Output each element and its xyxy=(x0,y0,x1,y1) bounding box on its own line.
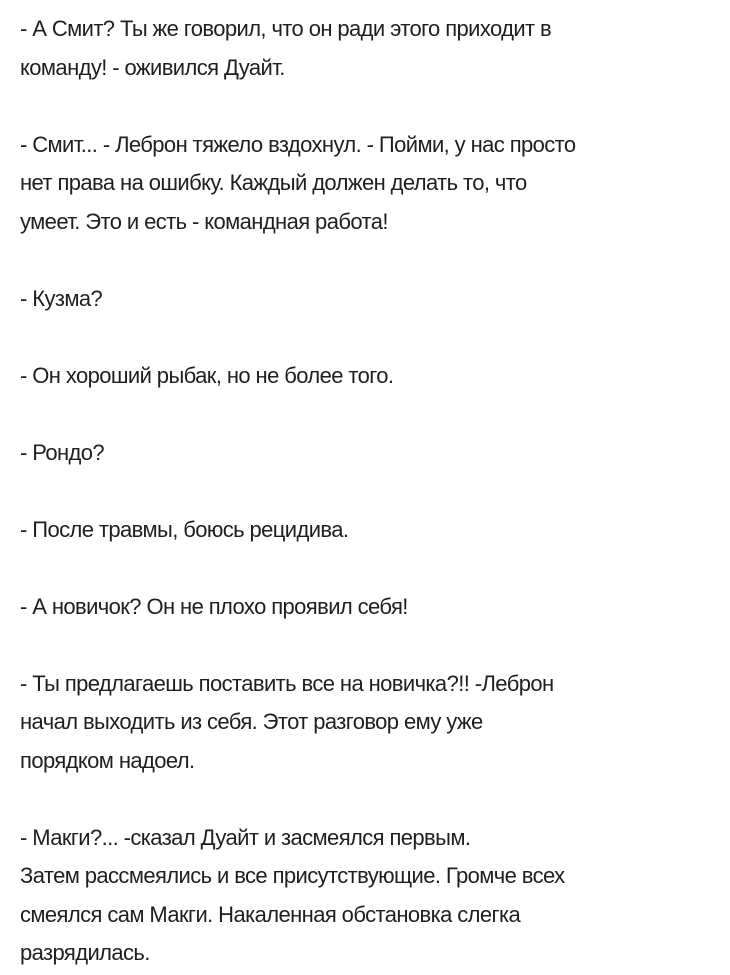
text-line: Затем рассмеялись и все присутствующие. Громче всех xyxy=(20,863,565,888)
text-line: команду! - оживился Дуайт. xyxy=(20,54,285,80)
text-line: - Он хороший рыбак, но не более того. xyxy=(20,362,394,388)
text-line: разрядилась. xyxy=(20,940,150,965)
text-line: смеялся сам Макги. Накаленная обстановка слегка xyxy=(20,901,521,927)
paragraph xyxy=(20,434,720,473)
text-line: - Рондо? xyxy=(20,439,105,465)
paragraph xyxy=(20,819,720,973)
paragraph xyxy=(20,10,720,87)
paragraph xyxy=(20,126,720,242)
text-line: - Ты предлагаешь поставить все на новичка?!! -Леброн xyxy=(20,670,554,696)
text-line: - После травмы, боюсь рецидива. xyxy=(20,516,349,542)
paragraph xyxy=(20,665,720,781)
text-line: - Смит... - Леброн тяжело вздохнул. - Пойми, у нас просто xyxy=(20,131,576,157)
paragraph xyxy=(20,511,720,550)
text-line: - А Смит? Ты же говорил, что он ради этого приходит в xyxy=(20,16,552,41)
text-line: порядком надоел. xyxy=(20,747,195,773)
paragraph xyxy=(20,280,720,319)
text-line: нет права на ошибку. Каждый должен делать то, что xyxy=(20,170,527,195)
text-line: умеет. Это и есть - командная работа! xyxy=(20,208,388,234)
text-line: - Макги?... -сказал Дуайт и засмеялся первым. xyxy=(20,824,471,850)
paragraph xyxy=(20,588,720,627)
text-line: - А новичок? Он не плохо проявил себя! xyxy=(20,593,408,619)
text-line: начал выходить из себя. Этот разговор ему уже xyxy=(20,709,483,734)
article-text xyxy=(20,10,720,973)
text-line: - Кузма? xyxy=(20,285,103,311)
paragraph xyxy=(20,357,720,396)
